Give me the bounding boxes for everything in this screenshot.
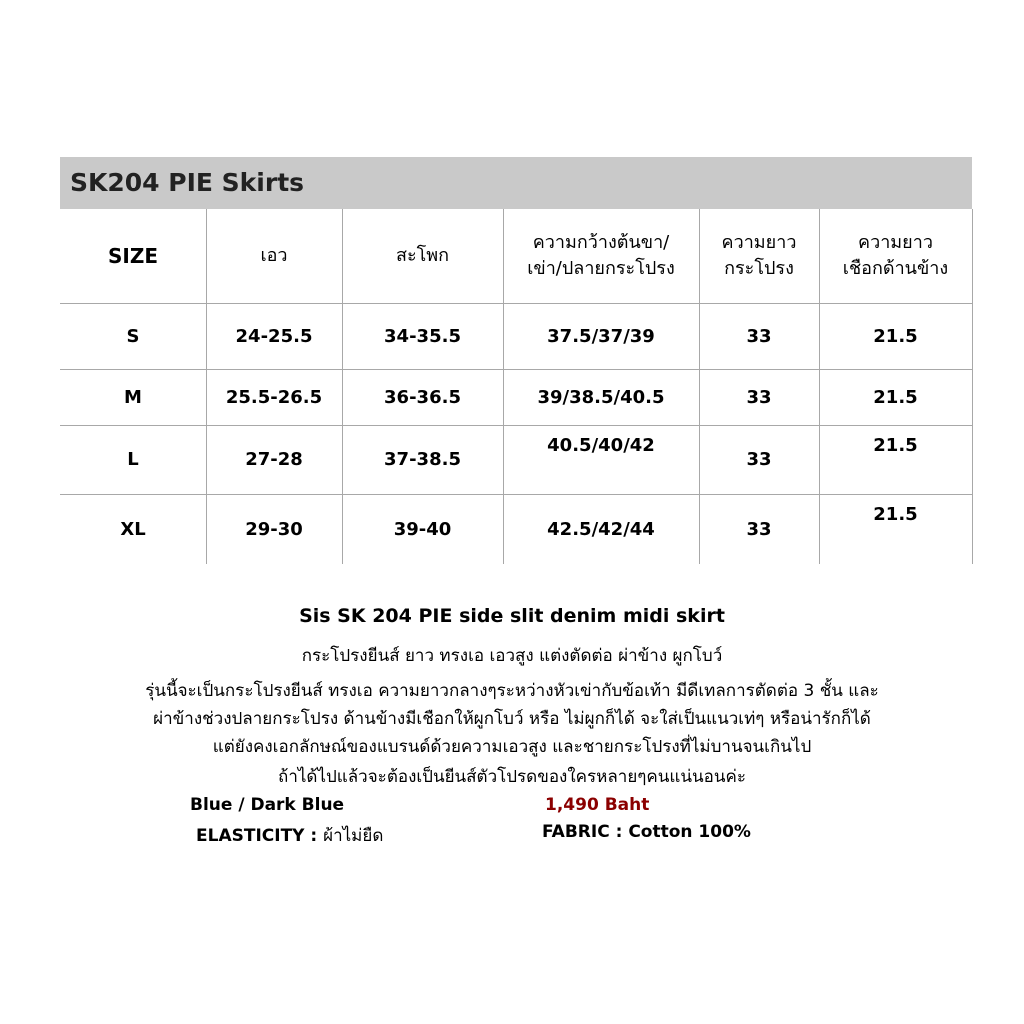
width-value: 37.5/37/39 (547, 325, 655, 347)
header-hip: สะโพก (395, 245, 450, 266)
length-value: 33 (746, 449, 772, 470)
length-value: 33 (746, 518, 772, 540)
fabric-value: Cotton 100% (628, 822, 751, 842)
tie-length-value: 21.5 (873, 325, 918, 347)
tie-length-value: 21.5 (873, 504, 918, 525)
header-waist: เอว (260, 245, 288, 266)
header-thigh-knee-hem-width: ความกว้างต้นขา/ เข่า/ปลายกระโปรง (527, 232, 675, 279)
elasticity-info (196, 822, 383, 849)
size-chart-table (60, 209, 973, 564)
size-label: L (127, 449, 139, 470)
waist-value: 25.5-26.5 (225, 386, 323, 408)
header-size: SIZE (107, 244, 158, 268)
description-line: ผ่าข้างช่วงปลายกระโปรง ด้านข้างมีเชือกให้ผูกโบว์ หรือ ไม่ผูกก็ได้ จะใส่เป็นแนวเท่ๆ หรือน่ารักก็ได้ (153, 709, 871, 729)
fabric-label: FABRIC : (542, 822, 623, 842)
hip-value: 34-35.5 (384, 325, 461, 347)
product-name: Sis SK 204 PIE side slit denim midi skirt (299, 605, 725, 627)
hip-value: 36-36.5 (384, 386, 461, 408)
tie-length-value: 21.5 (873, 435, 918, 456)
waist-value: 27-28 (245, 449, 303, 470)
elasticity-value: ผ้าไม่ยืด (323, 826, 384, 846)
width-value: 39/38.5/40.5 (537, 386, 665, 408)
size-label: S (126, 325, 140, 347)
page-title: SK204 PIE Skirts (60, 157, 972, 209)
size-label: XL (120, 518, 146, 540)
length-value: 33 (746, 325, 772, 347)
product-subtitle: กระโปรงยีนส์ ยาว ทรงเอ เอวสูง แต่งตัดต่อ ผ่าข้าง ผูกโบว์ (301, 646, 723, 666)
tie-length-value: 21.5 (873, 386, 918, 408)
elasticity-label: ELASTICITY : (196, 826, 318, 846)
description-line: แต่ยังคงเอกลักษณ์ของแบรนด์ด้วยความเอวสูง และชายกระโปรงที่ไม่บานจนเกินไป (212, 737, 812, 757)
waist-value: 24-25.5 (235, 325, 313, 347)
price: 1,490 Baht (545, 795, 650, 815)
waist-value: 29-30 (245, 518, 303, 540)
width-value: 42.5/42/44 (547, 518, 655, 540)
header-skirt-length: ความยาว กระโปรง (721, 232, 797, 279)
header-side-tie-length: ความยาว เชือกด้านข้าง (842, 232, 949, 279)
size-label: M (124, 386, 142, 408)
fabric-info (542, 822, 751, 842)
grid-divider (972, 209, 973, 564)
length-value: 33 (746, 386, 772, 408)
description-line: รุ่นนี้จะเป็นกระโปรงยีนส์ ทรงเอ ความยาวกลางๆระหว่างหัวเข่ากับข้อเท้า มีดีเทลการตัดต่อ 3 ชั้น และ (145, 681, 879, 701)
width-value: 40.5/40/42 (547, 435, 655, 456)
description-line: ถ้าได้ไปแล้วจะต้องเป็นยีนส์ตัวโปรดของใครหลายๆคนแน่นอนค่ะ (278, 767, 746, 787)
hip-value: 39-40 (393, 518, 452, 540)
hip-value: 37-38.5 (384, 449, 461, 470)
color-options: Blue / Dark Blue (190, 795, 345, 815)
